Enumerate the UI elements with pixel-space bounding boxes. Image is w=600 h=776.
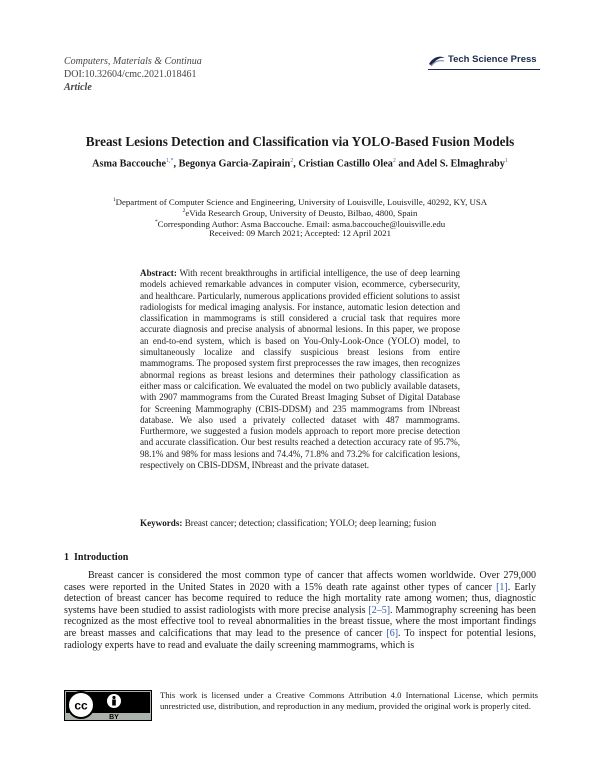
author-3-affil: 2 <box>392 158 396 164</box>
keywords-text: Breast cancer; detection; classification; YOLO; deep learning; fusion <box>184 518 437 528</box>
author-1: Asma Baccouche <box>92 158 167 170</box>
affiliation-2: $^2$eVida Research Group, University of Deusto, Bilbao, 4800, Spain <box>182 207 418 218</box>
abstract-text: With recent breakthroughs in artificial intelligence, the use of deep learning models achieved remarkable advances in computer vision, ecommerce, cybersecurity, and healthcare. Particularly, numerous applications provided efficient solutions to assist radiologists for medical imaging analysis. For instance, automatic lesion detection and classification in mammograms is still considered a crucial task that requires more accurate diagnosis and precise analysis of abnormal lesions. In this paper, we propose an end-to-end system, which is based on You-Only-Look-Once (YOLO) model, to simultaneously localize and classify suspicious breast lesions from entire mammograms. The proposed system first preprocesses the raw images, then recognizes abnormal regions as breast lesions and determines their pathology classification as either mass or calcification. We evaluated the model on two publicly available datasets, with 2907 mammograms from the Curated Breast Imaging Subset of Digital Database for Screening Mammography (CBIS-DDSM) and 235 mammograms from INbreast database. We also used a privately collected dataset with 487 mammograms. Furthermore, we suggested a fusion models approach to report more precise detection and accurate classification. Our best results reached a detection accuracy rate of 95.7%, 98.1% and 98% for mass lesions and 74.4%, 71.8% and 73.2% for calcification lesions, respectively on CBIS-DDSM, INbreast and the private dataset. <box>140 268 461 471</box>
affiliation-1: $^1$Department of Computer Science and Engineering, University of Louisville, Louisville, 40292, KY, USA <box>112 196 488 207</box>
keywords-label: Keywords: <box>140 518 183 528</box>
doi: DOI:10.32604/cmc.2021.018461 <box>64 69 197 80</box>
author-2: Begonya Garcia-Zapirain <box>178 158 291 170</box>
citation-link[interactable]: [1] <box>496 581 508 593</box>
header-rule <box>428 69 540 70</box>
author-4-affil: 1 <box>504 158 508 164</box>
author-2-affil: 2 <box>290 158 294 164</box>
author-list: Asma Baccouche$^{1,*}$, Begonya Garcia-Zapirain$^2$, Cristian Castillo Olea$^2$ and Adel S. Elmaghraby$^1$ <box>92 158 508 170</box>
paper-title: Breast Lesions Detection and Classification via YOLO-Based Fusion Models <box>85 134 515 149</box>
abstract <box>140 268 460 471</box>
author-4: Adel S. Elmaghraby <box>416 158 505 170</box>
corresponding-author: *Corresponding Author: Asma Baccouche. Email: asma.baccouche@louisville.edu <box>154 218 446 229</box>
introduction-paragraph: Breast cancer is considered the most common type of cancer that affects women worldwide. Over 279,000 cases were reported in the United States in 2020 with a 15% death rate against other types of cancer [1]. Early detection of breast cancer has become required to reduce the high mortality rate among women; thus, diagnostic systems have been studied to assist radiologists with more precise analysis [2–5]. Mammography screening has been recognized as the most effective tool to reveal abnormalities in the breast tissue, where the most important findings are breast masses and calcifications that may lead to the presence of cancer [6]. To inspect for potential lesions, radiology experts have to read and evaluate the daily screening mammograms, which is <box>64 570 537 651</box>
tsp-swoosh-icon <box>428 54 446 68</box>
received-accepted-dates: Received: 09 March 2021; Accepted: 12 April 2021 <box>208 228 391 238</box>
keywords <box>140 518 460 529</box>
journal-name: Computers, Materials & Continua <box>64 56 202 67</box>
abstract-label: Abstract: <box>140 268 177 278</box>
by-text: BY <box>109 714 119 721</box>
cc-by-badge[interactable] <box>64 690 152 721</box>
citation-link[interactable]: [2–5] <box>368 604 391 616</box>
publisher-name: Tech Science Press <box>448 54 537 65</box>
citation-link[interactable]: [6] <box>386 627 399 639</box>
author-3: Cristian Castillo Olea <box>298 158 393 170</box>
cc-text: cc <box>74 698 88 713</box>
author-1-affil: 1,* <box>166 158 174 164</box>
publisher-logo <box>428 54 540 68</box>
article-type: Article <box>64 82 92 93</box>
cc-license-icon <box>64 690 152 721</box>
section-heading: 1 Introduction <box>64 552 129 563</box>
license-text: This work is licensed under a Creative Commons Attribution 4.0 International License, which permits unrestricted use, distribution, and reproduction in any medium, provided the original work is properly cited. <box>160 690 538 711</box>
